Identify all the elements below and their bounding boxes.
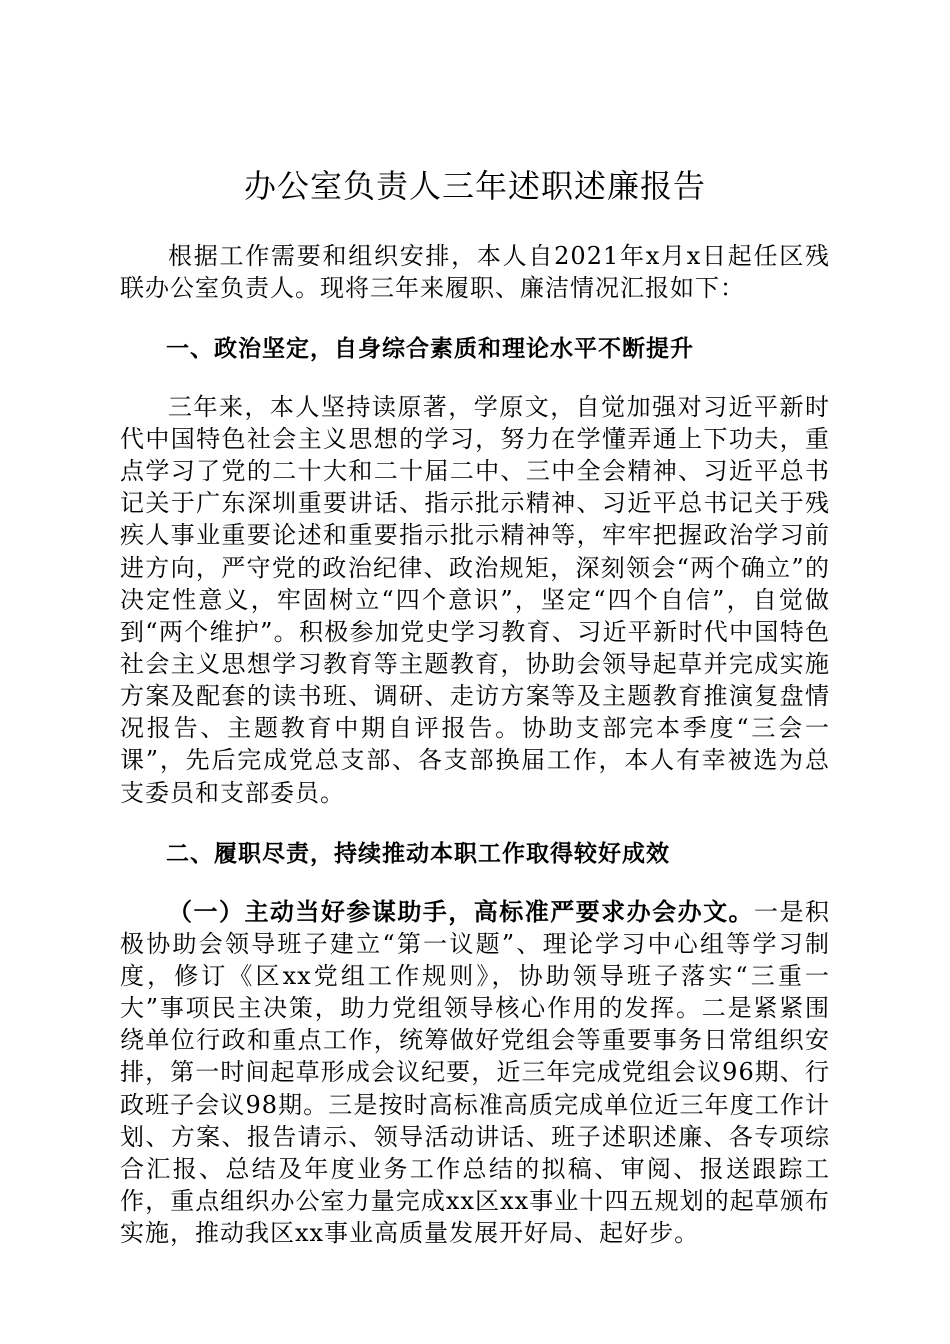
section-1-heading: 一、政治坚定，自身综合素质和理论水平不断提升 <box>166 335 694 362</box>
section-2-subsection-1-paragraph <box>120 896 830 1250</box>
section-1-paragraph: 三年来，本人坚持读原著，学原文，自觉加强对习近平新时代中国特色社会主义思想的学习，努力在学懂弄通上下功夫，重点学习了党的二十大和二十届二中、三中全会精神、习近平总书记关于广东深圳重要讲话、指示批示精神、习近平总书记关于残疾人事业重要论述和重要指示批示精神等，牢牢把握政治学习前进方向，严守党的政治纪律、政治规矩，深刻领会“两个确立”的决定性意义，牢固树立“四个意识”，坚定“四个自信”，自觉做到“两个维护”。积极参加党史学习教育、习近平新时代中国特色社会主义思想学习教育等主题教育，协助会领导起草并完成实施方案及配套的读书班、调研、走访方案等及主题教育推演复盘情况报告、主题教育中期自评报告。协助支部完本季度“三会一课”，先后完成党总支部、各支部换届工作，本人有幸被选为总支委员和支部委员。 <box>120 392 830 807</box>
subsection-1-body: 一是积极协助会领导班子建立“第一议题”、理论学习中心组等学习制度，修订《区xx党组工作规则》，协助领导班子落实“三重一大”事项民主决策，助力党组领导核心作用的发挥。二是紧紧围绕单位行政和重点工作，统筹做好党组会等重要事务日常组织安排，第一时间起草形成会议纪要，近三年完成党组会议96期、行政班子会议98期。三是按时高标准高质完成单位近三年度工作计划、方案、报告请示、领导活动讲话、班子述职述廉、各专项综合汇报、总结及年度业务工作总结的拟稿、审阅、报送跟踪工作，重点组织办公室力量完成xx区xx事业十四五规划的起草颁布实施，推动我区xx事业高质量发展开好局、起好步。 <box>120 897 831 1248</box>
section-2-heading: 二、履职尽责，持续推动本职工作取得较好成效 <box>166 840 670 867</box>
subsection-1-lead: （一）主动当好参谋助手，高标准严要求办会办文。 <box>168 897 755 926</box>
document-content <box>120 166 830 1249</box>
document-title: 办公室负责人三年述职述廉报告 <box>243 167 706 205</box>
intro-paragraph: 根据工作需要和组织安排，本人自2021年x月x日起任区残联办公室负责人。现将三年来履职、廉洁情况汇报如下： <box>120 241 830 302</box>
